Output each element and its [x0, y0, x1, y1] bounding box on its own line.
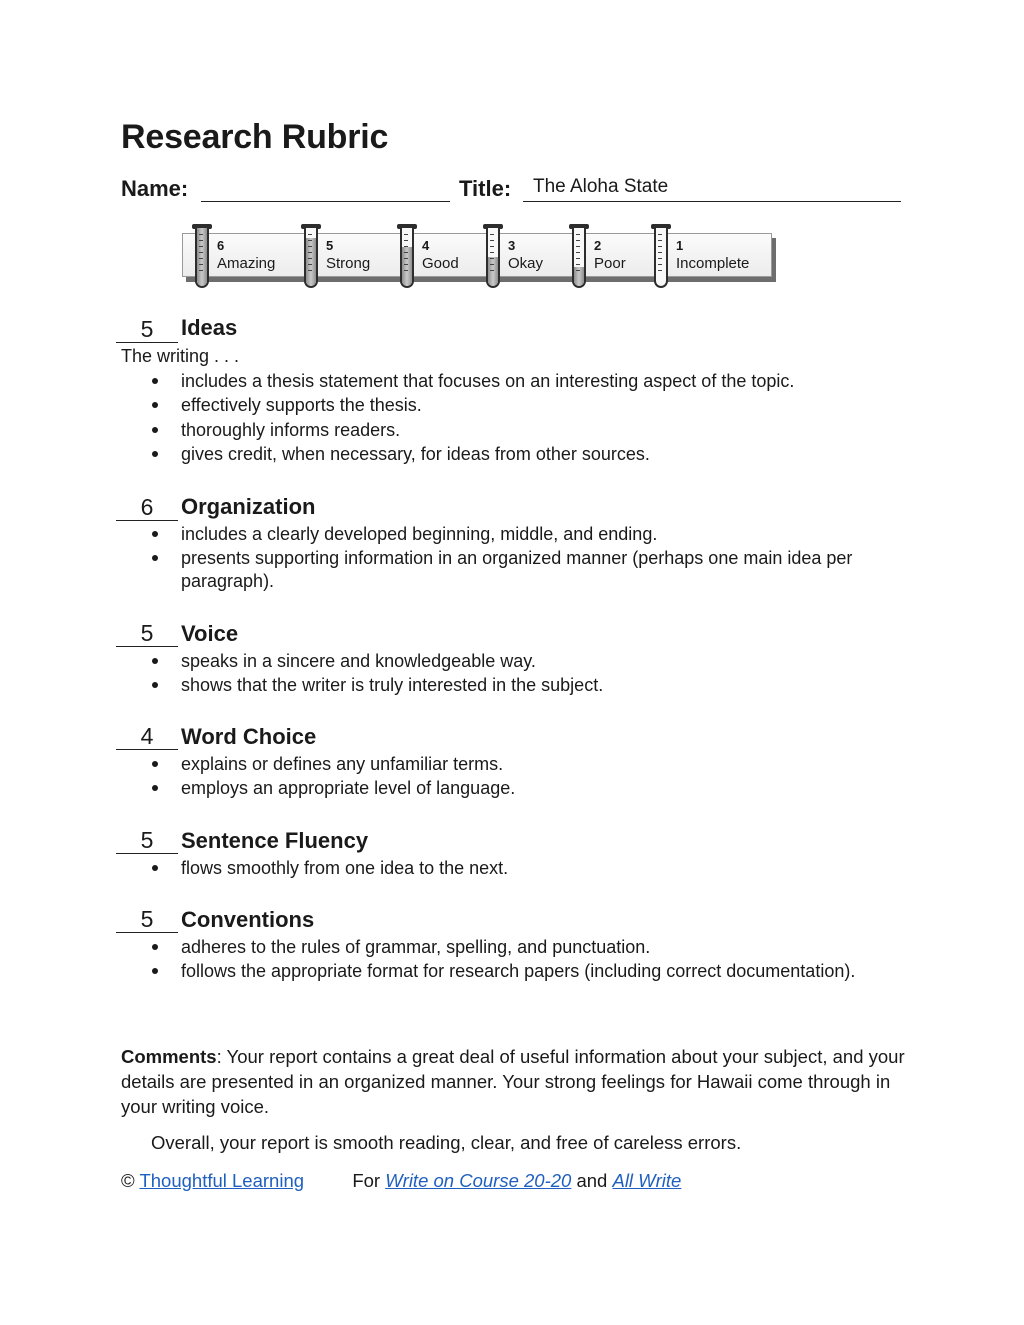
list-item — [0, 674, 1024, 698]
organization-bullets — [0, 523, 1024, 594]
page-title: Research Rubric — [121, 118, 389, 156]
voice-bullets — [0, 650, 1024, 699]
list-item — [0, 960, 1024, 1007]
organization-heading: Organization — [181, 494, 316, 519]
bullet-icon — [152, 555, 158, 561]
bullet-text: follows the appropriate format for research papers (including correct documentation). — [181, 961, 856, 982]
sentence-fluency-score[interactable]: 5 — [116, 827, 178, 854]
tube-ticks — [404, 234, 408, 276]
scale-number: 6 — [217, 238, 225, 253]
word-choice-bullets — [0, 753, 1024, 802]
thoughtful-learning-link[interactable]: Thoughtful Learning — [139, 1170, 305, 1191]
list-item — [0, 394, 1024, 418]
bullet-text: gives credit, when necessary, for ideas from other sources. — [181, 443, 650, 464]
bullet-text: flows smoothly from one idea to the next. — [181, 858, 509, 878]
sentence-fluency-heading: Sentence Fluency — [181, 828, 369, 853]
sentence-fluency-bullets — [0, 857, 1024, 881]
list-item — [0, 777, 1024, 801]
tube-ticks — [576, 234, 580, 276]
word-choice-score[interactable]: 4 — [116, 723, 178, 750]
tube-ticks — [199, 234, 203, 276]
title-value: The Aloha State — [533, 176, 669, 197]
bullet-icon — [152, 865, 158, 871]
bullet-icon — [152, 968, 158, 974]
bullet-icon — [152, 944, 158, 950]
comments-paragraph — [121, 1044, 906, 1119]
conventions-score[interactable]: 5 — [116, 906, 178, 933]
name-label: Name: — [121, 176, 189, 201]
all-write-link[interactable]: All Write — [612, 1170, 682, 1191]
comments-label: Comments — [121, 1046, 217, 1067]
bullet-icon — [152, 378, 158, 384]
test-tube-icon — [572, 226, 586, 288]
tube-ticks — [308, 234, 312, 276]
scale-number: 2 — [594, 238, 602, 253]
voice-score[interactable]: 5 — [116, 620, 178, 647]
list-item — [0, 753, 1024, 777]
tube-ticks — [490, 234, 494, 276]
scale-label: Strong — [326, 255, 371, 272]
copyright-symbol: © — [121, 1170, 135, 1191]
write-on-course-link[interactable]: Write on Course 20-20 — [385, 1170, 572, 1191]
bullet-text: adheres to the rules of grammar, spelling, and punctuation. — [181, 937, 651, 957]
bullet-icon — [152, 451, 158, 457]
conventions-heading: Conventions — [181, 907, 315, 932]
ideas-score[interactable]: 5 — [116, 316, 178, 343]
bullet-text: thoroughly informs readers. — [181, 419, 401, 440]
voice-heading: Voice — [181, 621, 239, 646]
scale-number: 3 — [508, 238, 516, 253]
conventions-bullets — [0, 936, 1024, 1007]
list-item — [0, 523, 1024, 547]
organization-score[interactable]: 6 — [116, 494, 178, 521]
list-item — [0, 650, 1024, 674]
test-tube-icon — [400, 226, 414, 288]
bullet-text: presents supporting information in an organized manner (perhaps one main idea per paragraph). — [181, 548, 853, 592]
bullet-icon — [152, 682, 158, 688]
scale-label: Poor — [594, 255, 626, 272]
title-label: Title: — [459, 176, 512, 201]
bullet-icon — [152, 761, 158, 767]
bullet-icon — [152, 785, 158, 791]
footer-and: and — [576, 1170, 608, 1191]
bullet-text: explains or defines any unfamiliar terms. — [181, 754, 504, 774]
ideas-heading: Ideas — [181, 315, 238, 340]
bullet-icon — [152, 402, 158, 408]
scale-label: Incomplete — [676, 255, 750, 272]
bullet-text: effectively supports the thesis. — [181, 395, 422, 416]
scale-number: 1 — [676, 238, 684, 253]
scale-number: 4 — [422, 238, 430, 253]
ideas-bullets — [0, 370, 1024, 467]
scale-label: Okay — [508, 255, 544, 272]
bullet-text: shows that the writer is truly interested in the subject. — [181, 675, 604, 696]
list-item — [0, 370, 1024, 394]
test-tube-icon — [486, 226, 500, 288]
footer — [121, 1170, 681, 1192]
bullet-text: employs an appropriate level of language. — [181, 778, 516, 799]
bullet-text: includes a thesis statement that focuses on an interesting aspect of the topic. — [181, 371, 795, 391]
list-item — [0, 419, 1024, 443]
test-tube-icon — [304, 226, 318, 288]
name-field[interactable] — [201, 201, 450, 202]
bullet-icon — [152, 531, 158, 537]
test-tube-icon — [654, 226, 668, 288]
scale-label: Amazing — [217, 255, 276, 272]
bullet-icon — [152, 658, 158, 664]
bullet-text: includes a clearly developed beginning, middle, and ending. — [181, 524, 658, 544]
score-scale — [182, 233, 772, 277]
list-item — [0, 936, 1024, 960]
scale-number: 5 — [326, 238, 334, 253]
bullet-text: speaks in a sincere and knowledgeable way. — [181, 651, 536, 671]
comments-text: : Your report contains a great deal of useful information about your subject, and your details are presented in an organized manner. Your strong feelings for Hawaii come through in your writing voice. — [121, 1046, 905, 1117]
tube-ticks — [658, 234, 662, 276]
list-item — [0, 857, 1024, 881]
overall-comment: Overall, your report is smooth reading, clear, and free of careless errors. — [151, 1132, 742, 1153]
word-choice-heading: Word Choice — [181, 724, 317, 749]
title-field[interactable] — [523, 201, 901, 202]
scale-label: Good — [422, 255, 459, 272]
bullet-icon — [152, 427, 158, 433]
footer-for: For — [352, 1170, 381, 1191]
list-item — [0, 547, 1024, 594]
ideas-intro: The writing . . . — [121, 346, 240, 366]
list-item — [0, 443, 1024, 467]
test-tube-icon — [195, 226, 209, 288]
